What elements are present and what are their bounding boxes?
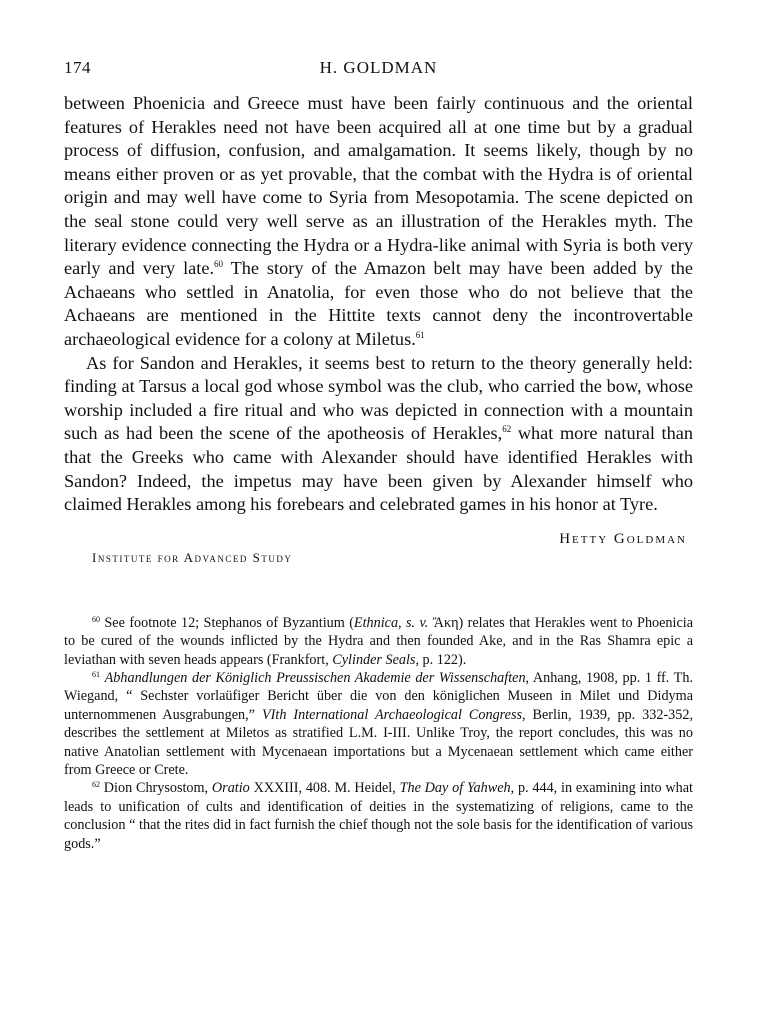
- footnote-62-text-3: , p. 444, in examining into what leads to unification of cults and identification of deities in the systematizing of religions, came to the conclusion “ that the rites did in fact furnish the chief though not the sole basis for the identification of various gods.”: [64, 780, 693, 852]
- footnote-61: [64, 669, 693, 779]
- footnote-ref-60[interactable]: 60: [214, 259, 224, 270]
- footnote-61-italic-2: VIth International Archaeological Congress: [261, 706, 523, 723]
- footnote-62: [64, 779, 693, 853]
- footnote-61-italic-1: Abhandlungen der Königlich Preussischen Akademie der Wissenschaften: [104, 669, 526, 686]
- footnote-62-text-2: XXXIII, 408. M. Heidel,: [249, 780, 400, 797]
- body-paragraph-2-text-b: what more natural than that the Greeks who came with Alexander should have identified Herakles with Sandon? Indeed, the impetus may have been given by Alexander himself who claimed Herakles among his forebears and celebrated games in his honor at Tyre.: [64, 423, 693, 515]
- running-head-author: H. GOLDMAN: [319, 58, 438, 77]
- footnote-62-number: 62: [92, 780, 100, 790]
- footnote-ref-62[interactable]: 62: [502, 424, 512, 435]
- article-body: [64, 92, 693, 517]
- footnote-60-italic-1: Ethnica, s. v.: [353, 614, 429, 631]
- running-head: [64, 58, 693, 84]
- page-number: 174: [64, 58, 91, 77]
- footnote-60: [64, 614, 693, 669]
- footnote-61-number: 61: [92, 669, 100, 679]
- footnote-61-text-2: , Anhang, 1908, pp. 1 ff. Th. Wiegand, “ Sechster vorlaüfiger Bericht über die von den königlichen Museen in Milet und Didyma unternommenen Ausgrabungen,”: [64, 669, 693, 723]
- footnote-60-text-3: ) relates that Herakles went to Phoenicia to be cured of the wounds inflicted by the Hydra and then founded Ake, and in the Ras Shamra epic a leviathan with seven heads appears (Frankfort,: [64, 614, 693, 668]
- footnote-60-text-4: , p. 122).: [415, 651, 467, 668]
- footnote-62-text-1: Dion Chrysostom,: [100, 780, 212, 797]
- author-affiliation: Institute for Advanced Study: [92, 549, 293, 565]
- footnote-ref-61[interactable]: 61: [415, 329, 425, 340]
- footnote-60-number: 60: [92, 614, 100, 624]
- body-paragraph-2: [64, 352, 693, 517]
- body-paragraph-1-text-a: between Phoenicia and Greece must have been fairly continuous and the oriental features of Herakles need not have been acquired all at one time but by a gradual process of diffusion, confusion, and amalgamation. It seems likely, though by no means either proven or as yet provable, that the combat with the Hydra is of oriental origin and may well have come to Syria from Mesopotamia. The scene depicted on the seal stone could very well serve as an illustration of the Herakles myth. The literary evidence connecting the Hydra or a Hydra-like animal with Syria is both very early and very late.: [64, 93, 693, 279]
- footnote-61-text-3: , Berlin, 1939, pp. 332-352, describes the settlement at Miletos as stratified L.M. I-III. Unlike Troy, the report concludes, this was no native Anatolian settlement with Mycenaean importations but a Mycenaean settlement which came either from Greece or Crete.: [64, 706, 694, 778]
- author-signature: Hetty Goldman: [559, 530, 687, 547]
- footnote-62-italic-2: The Day of Yahweh: [399, 780, 511, 797]
- footnote-62-italic-1: Oratio: [211, 780, 250, 797]
- footnote-60-greek-term: Ἄκη: [432, 614, 459, 631]
- footnote-60-text-1: See footnote 12; Stephanos of Byzantium (: [100, 614, 354, 631]
- body-paragraph-1-text-b: The story of the Amazon belt may have been added by the Achaeans who settled in Anatolia, for even those who do not believe that the Achaeans are mentioned in the Hittite texts cannot deny the incontrovertable archaeological evidence for a colony at Miletus.: [64, 258, 694, 349]
- footnotes: [64, 614, 693, 853]
- journal-page: [64, 58, 693, 853]
- body-paragraph-2-text-a: As for Sandon and Herakles, it seems best to return to the theory generally held: finding at Tarsus a local god whose symbol was the club, who carried the bow, whose worship included a fire ritual and who was depicted in connection with a mountain such as had been the scene of the apotheosis of Herakles,: [64, 352, 693, 444]
- footnote-60-italic-2: Cylinder Seals: [332, 651, 416, 668]
- body-paragraph-1: [64, 92, 693, 352]
